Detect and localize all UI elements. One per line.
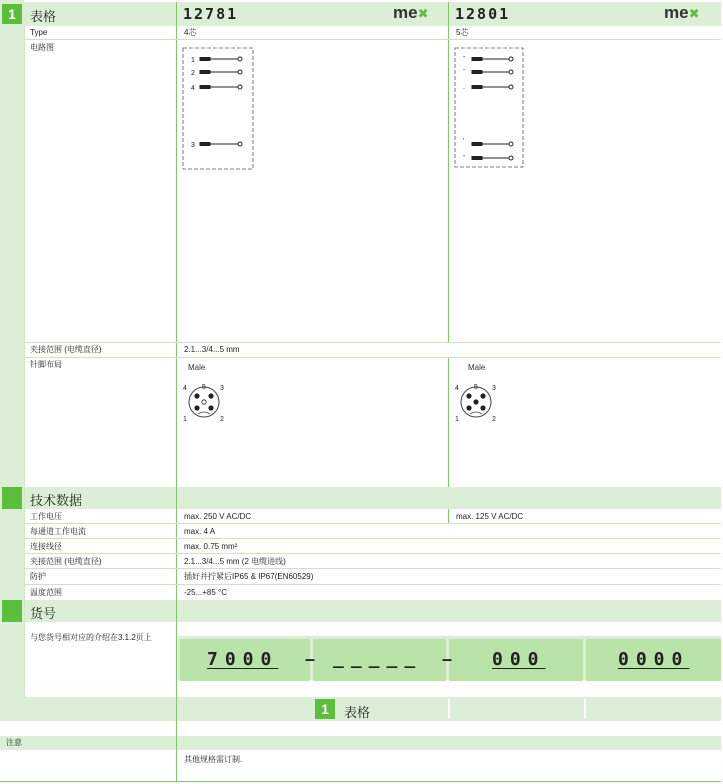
order-code-segment-1: 7000 [207,649,279,670]
row-line [24,568,721,569]
notes-band [0,736,721,750]
tech-label-clamp: 夹接范围 (电缆直径) [30,557,102,566]
pin-layout-label: 针脚布局 [30,360,62,369]
tech-value-voltage-12801: max. 125 V AC/DC [456,512,524,521]
row-line [24,39,721,40]
pin-label: - [463,67,466,74]
tech-label-current: 每通道工作电流 [30,527,86,536]
row-line [24,357,721,358]
footer-divider [448,699,450,719]
circuit-diagram-12801 [454,47,524,169]
tech-label-wire: 连接线径 [30,542,62,551]
pin-number: 5 [474,384,478,391]
pin-label: 4 [191,85,195,92]
col-divider-product [448,2,449,342]
pin-label: - [463,54,466,61]
tech-label-temperature: 温度范围 [30,588,62,597]
order-code-segment-2: _____ [333,648,423,669]
tech-value-temperature: -25...+85 °C [184,588,227,597]
pin-number: 4 [183,385,187,392]
order-code-separator-1: – [305,649,316,669]
order-section-marker [2,600,22,622]
type-label: Type [30,28,48,37]
row-line [24,553,721,554]
tech-value-wire: max. 0.75 mm² [184,542,238,551]
tech-section-title: 技术数据 [30,493,83,508]
tech-section-marker [2,487,22,509]
pin-number: 3 [220,385,224,392]
pin-number: 4 [455,385,459,392]
pin-number: 3 [492,385,496,392]
col-divider-product-2 [448,357,449,487]
row-line [0,781,721,782]
pinout-12801 [454,363,514,427]
pin-label: 1 [191,57,195,64]
row-line [24,584,721,585]
part-number-12801: 12801 [455,5,511,23]
brand-x-icon: ✖ [688,6,700,21]
section-title: 表格 [30,9,57,24]
tech-value-protection: 插好并拧紧后IP65 & IP67(EN60529) [184,572,314,581]
footer-box-left [24,699,174,719]
tech-value-clamp: 2.1...3/4...5 mm (2 电缆进线) [184,557,286,566]
brand-logo-right [664,3,699,23]
footer-divider [584,699,586,719]
male-connector-5pin-icon [454,381,504,425]
col-divider-main [176,2,177,782]
pinout-12781 [182,363,242,427]
order-code-segment-4: 0000 [618,649,690,670]
label-col-line [24,26,25,698]
clamp-range-label: 夹接范围 (电缆直径) [30,345,102,354]
order-code-segment-3: 000 [492,649,546,670]
part-number-12781: 12781 [183,5,239,23]
brand-text: me [664,3,689,22]
tech-value-voltage-12781: max. 250 V AC/DC [184,512,252,521]
brand-logo-left [393,3,428,23]
row-line [24,342,721,343]
tech-label-voltage: 工作电压 [30,512,62,521]
col-divider-product-3 [448,509,449,523]
row-line [24,538,721,539]
pin-label: . [463,84,465,91]
male-connector-4pin-icon [182,381,232,425]
type-value-12781: 4芯 [184,28,197,37]
row-line [24,523,721,524]
header-band [24,2,721,26]
tech-header-band [24,487,721,509]
order-section-title: 货号 [30,606,57,621]
footer-section-badge: 1 [315,699,335,719]
pin-label: ' [463,138,465,145]
pin-number: 2 [220,416,224,423]
circuit-label: 电路图 [30,43,54,52]
circuit-diagram-12781 [182,47,254,171]
pin-number: 2 [492,416,496,423]
clamp-range-value: 2.1...3/4...5 mm [184,345,240,354]
footer-section-title: 表格 [344,705,371,720]
pin-number: 1 [455,416,459,423]
tech-value-current: max. 4 A [184,527,216,536]
brand-x-icon: ✖ [417,6,429,21]
pin-label: 2 [191,70,195,77]
section-number-badge: 1 [2,4,22,24]
type-value-12801: 5芯 [456,28,469,37]
tech-label-protection: 防护 [30,572,46,581]
notes-text: 其他规格需订制. [184,755,243,764]
pinout-male-label: Male [188,363,206,372]
pin-number: 5 [202,384,206,391]
notes-title: 注意 [6,738,22,747]
brand-text: me [393,3,418,22]
pin-number: 1 [183,416,187,423]
order-header-band [24,600,721,622]
pin-label: - [463,153,466,160]
pin-label: 3 [191,142,195,149]
order-reference-text: 与您货号相对应的介绍在3.1.2页上 [30,633,152,642]
pinout-male-label: Male [468,363,486,372]
order-code-separator-2: – [442,649,453,669]
